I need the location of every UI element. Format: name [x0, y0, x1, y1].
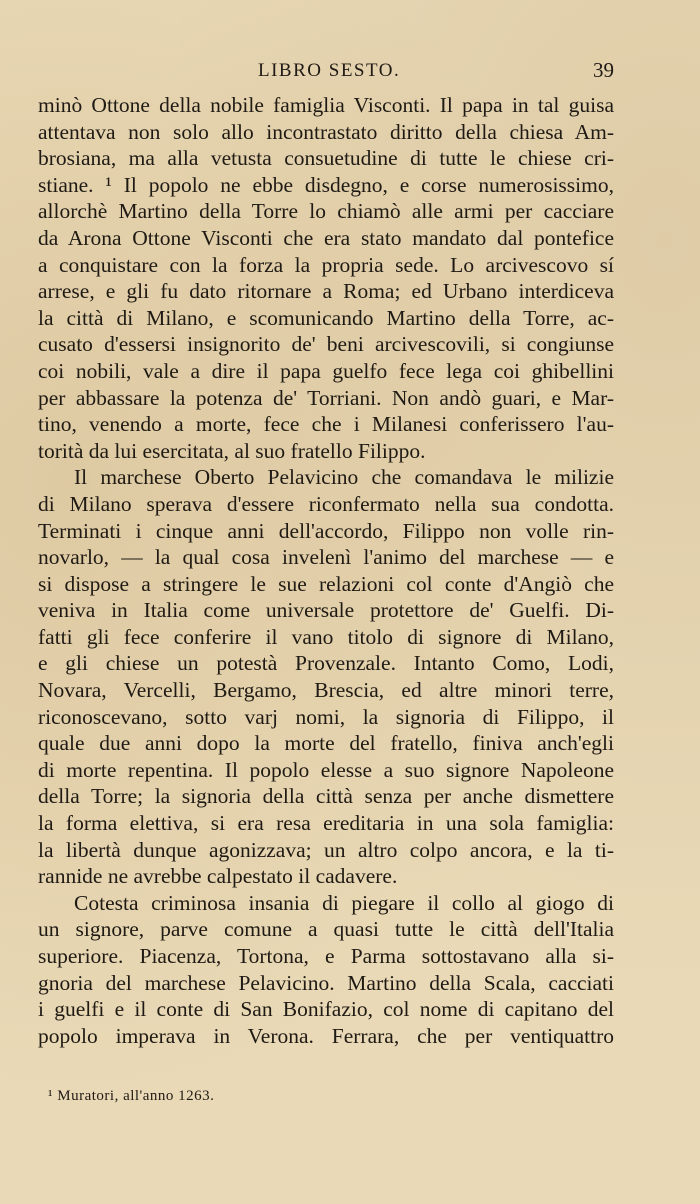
text-line: della Torre; la signoria della città senza per anche dismettere: [38, 784, 614, 809]
text-line: popolo imperava in Verona. Ferrara, che per ventiquattro: [38, 1023, 614, 1048]
text-line: quale due anni dopo la morte del fratello, finiva anch'egli: [38, 731, 614, 756]
text-line: attentava non solo allo incontrastato diritto della chiesa Am-: [38, 119, 614, 144]
paragraph-start-line: Cotesta criminosa insania di piegare il collo al giogo di: [74, 890, 614, 915]
text-line: di morte repentina. Il popolo elesse a suo signore Napoleone: [38, 757, 614, 782]
text-line: arrese, e gli fu dato ritornare a Roma; ed Urbano interdiceva: [38, 279, 614, 304]
text-line: minò Ottone della nobile famiglia Visconti. Il papa in tal guisa: [38, 93, 614, 117]
text-line: per abbassare la potenza de' Torriani. Non andò guari, e Mar-: [38, 385, 614, 410]
text-line: Terminati i cinque anni dell'accordo, Filippo non volle rin-: [38, 518, 614, 543]
page-number: 39: [593, 58, 614, 82]
text-line: i guelfi e il conte di San Bonifazio, col nome di capitano del: [38, 997, 614, 1022]
text-line: superiore. Piacenza, Tortona, e Parma sottostavano alla si-: [38, 944, 614, 968]
text-line: la città di Milano, e scomunicando Martino della Torre, ac-: [38, 305, 614, 330]
text-line: da Arona Ottone Visconti che era stato mandato dal pontefice: [38, 225, 614, 250]
text-line: cusato d'essersi insignorito de' beni arcivescovili, si congiunse: [38, 332, 614, 357]
text-line: fatti gli fece conferire il vano titolo di signore di Milano,: [38, 624, 614, 649]
text-line: di Milano sperava d'essere riconfermato nella sua condotta.: [38, 491, 614, 516]
text-line: brosiana, ma alla vetusta consuetudine di tutte le chiese cri-: [38, 146, 614, 171]
text-line: stiane. ¹ Il popolo ne ebbe disdegno, e corse numerosissimo,: [38, 172, 614, 197]
text-line: e gli chiese un potestà Provenzale. Intanto Como, Lodi,: [38, 651, 614, 676]
text-line: allorchè Martino della Torre lo chiamò alle armi per cacciare: [38, 199, 614, 224]
text-line: si dispose a stringere le sue relazioni col conte d'Angiò che: [38, 571, 614, 596]
paragraph-start-line: Il marchese Oberto Pelavicino che comandava le milizie: [74, 465, 614, 490]
running-title: LIBRO SESTO.: [258, 60, 401, 81]
text-line: un signore, parve comune a quasi tutte le città dell'Italia: [38, 917, 614, 942]
text-line: torità da lui esercitata, al suo fratello Filippo.: [38, 438, 426, 463]
text-line: la libertà dunque agonizzava; un altro colpo ancora, e la ti-: [38, 837, 614, 862]
text-line: coi nobili, vale a dire il papa guelfo fece lega coi ghibellini: [38, 358, 614, 383]
text-line: veniva in Italia come universale protettore de' Guelfi. Di-: [38, 598, 614, 623]
text-line: a conquistare con la forza la propria sede. Lo arcivescovo sí: [38, 252, 614, 277]
text-line: riconoscevano, sotto varj nomi, la signoria di Filippo, il: [38, 704, 614, 729]
text-line: gnoria del marchese Pelavicino. Martino della Scala, cacciati: [38, 970, 614, 995]
footnote: ¹ Muratori, all'anno 1263.: [48, 1088, 215, 1104]
text-line: rannide ne avrebbe calpestato il cadavere.: [38, 864, 398, 889]
text-line: Novara, Vercelli, Bergamo, Brescia, ed altre minori terre,: [38, 678, 614, 703]
running-head: [0, 60, 700, 88]
text-line: novarlo, — la qual cosa invelenì l'animo del marchese — e: [38, 545, 614, 570]
text-line: la forma elettiva, si era resa ereditaria in una sola famiglia:: [38, 811, 614, 836]
body-text: [38, 92, 614, 1049]
text-line: tino, venendo a morte, fece che i Milanesi conferissero l'au-: [38, 412, 614, 437]
